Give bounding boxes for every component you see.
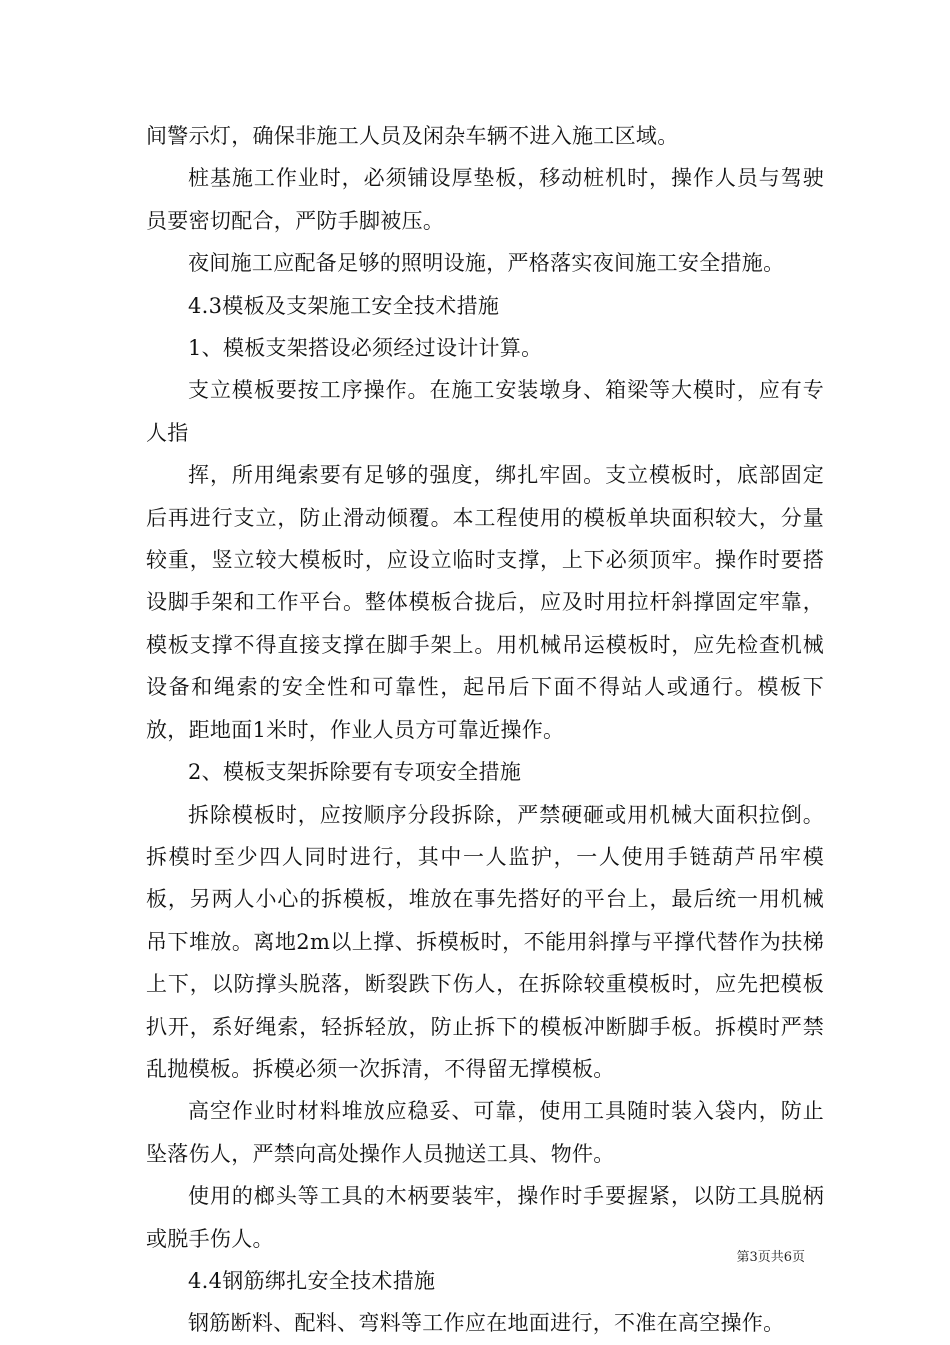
section-heading-4-3: 4.3模板及支架施工安全技术措施	[188, 293, 500, 318]
paragraph-formwork-details: 挥，所用绳索要有足够的强度，绑扎牢固。支立模板时，底部固定后再进行支立，防止滑动倾覆。本工程使用的模板单块面积较大，分量较重，竖立较大模板时，应设立临时支撑，上下必须顶牢。操作时要搭设脚手架和工作平台。整体模板合拢后，应及时用拉杆斜撑固定牢靠，模板支撑不得直接支撑在脚手架上。用机械吊运模板时，应先检查机械设备和绳索的安全性和可靠性，起吊后下面不得站人或通行。模板下放，距地面1米时，作业人员方可靠近操作。	[146, 463, 824, 742]
paragraph-high-altitude: 高空作业时材料堆放应稳妥、可靠，使用工具随时装入袋内，防止坠落伤人，严禁向高处操作人员抛送工具、物件。	[146, 1099, 824, 1166]
page-footer	[0, 1248, 950, 1268]
page-number: 第3页共6页	[736, 1250, 805, 1265]
paragraph-night-work: 夜间施工应配备足够的照明设施，严格落实夜间施工安全措施。	[188, 251, 785, 276]
section-heading-4-4: 4.4钢筋绑扎安全技术措施	[188, 1268, 436, 1293]
paragraph-pile-foundation: 桩基施工作业时，必须铺设厚垫板，移动桩机时，操作人员与驾驶员要密切配合，严防手脚被压。	[146, 166, 824, 233]
list-item-1: 1、模板支架搭设必须经过设计计算。	[188, 336, 543, 361]
paragraph-rebar: 钢筋断料、配料、弯料等工作应在地面进行，不准在高空操作。	[188, 1311, 785, 1336]
list-item-2: 2、模板支架拆除要有专项安全措施	[188, 760, 522, 785]
document-body	[146, 115, 824, 1345]
paragraph-tools: 使用的榔头等工具的木柄要装牢，操作时手要握紧，以防工具脱柄或脱手伤人。	[146, 1184, 824, 1251]
paragraph-formwork-removal: 拆除模板时，应按顺序分段拆除，严禁硬砸或用机械大面积拉倒。拆模时至少四人同时进行，其中一人监护，一人使用手链葫芦吊牢模板，另两人小心的拆模板，堆放在事先搭好的平台上，最后统一用机械吊下堆放。离地2m以上撑、拆模板时，不能用斜撑与平撑代替作为扶梯上下，以防撑头脱落，断裂跌下伤人，在拆除较重模板时，应先把模板扒开，系好绳索，轻拆轻放，防止拆下的模板冲断脚手板。拆模时严禁乱抛模板。拆模必须一次拆清，不得留无撑模板。	[146, 802, 824, 1081]
paragraph-continuation: 间警示灯，确保非施工人员及闲杂车辆不进入施工区域。	[146, 124, 679, 148]
paragraph-formwork-setup: 支立模板要按工序操作。在施工安装墩身、箱梁等大模时，应有专人指	[146, 378, 824, 445]
